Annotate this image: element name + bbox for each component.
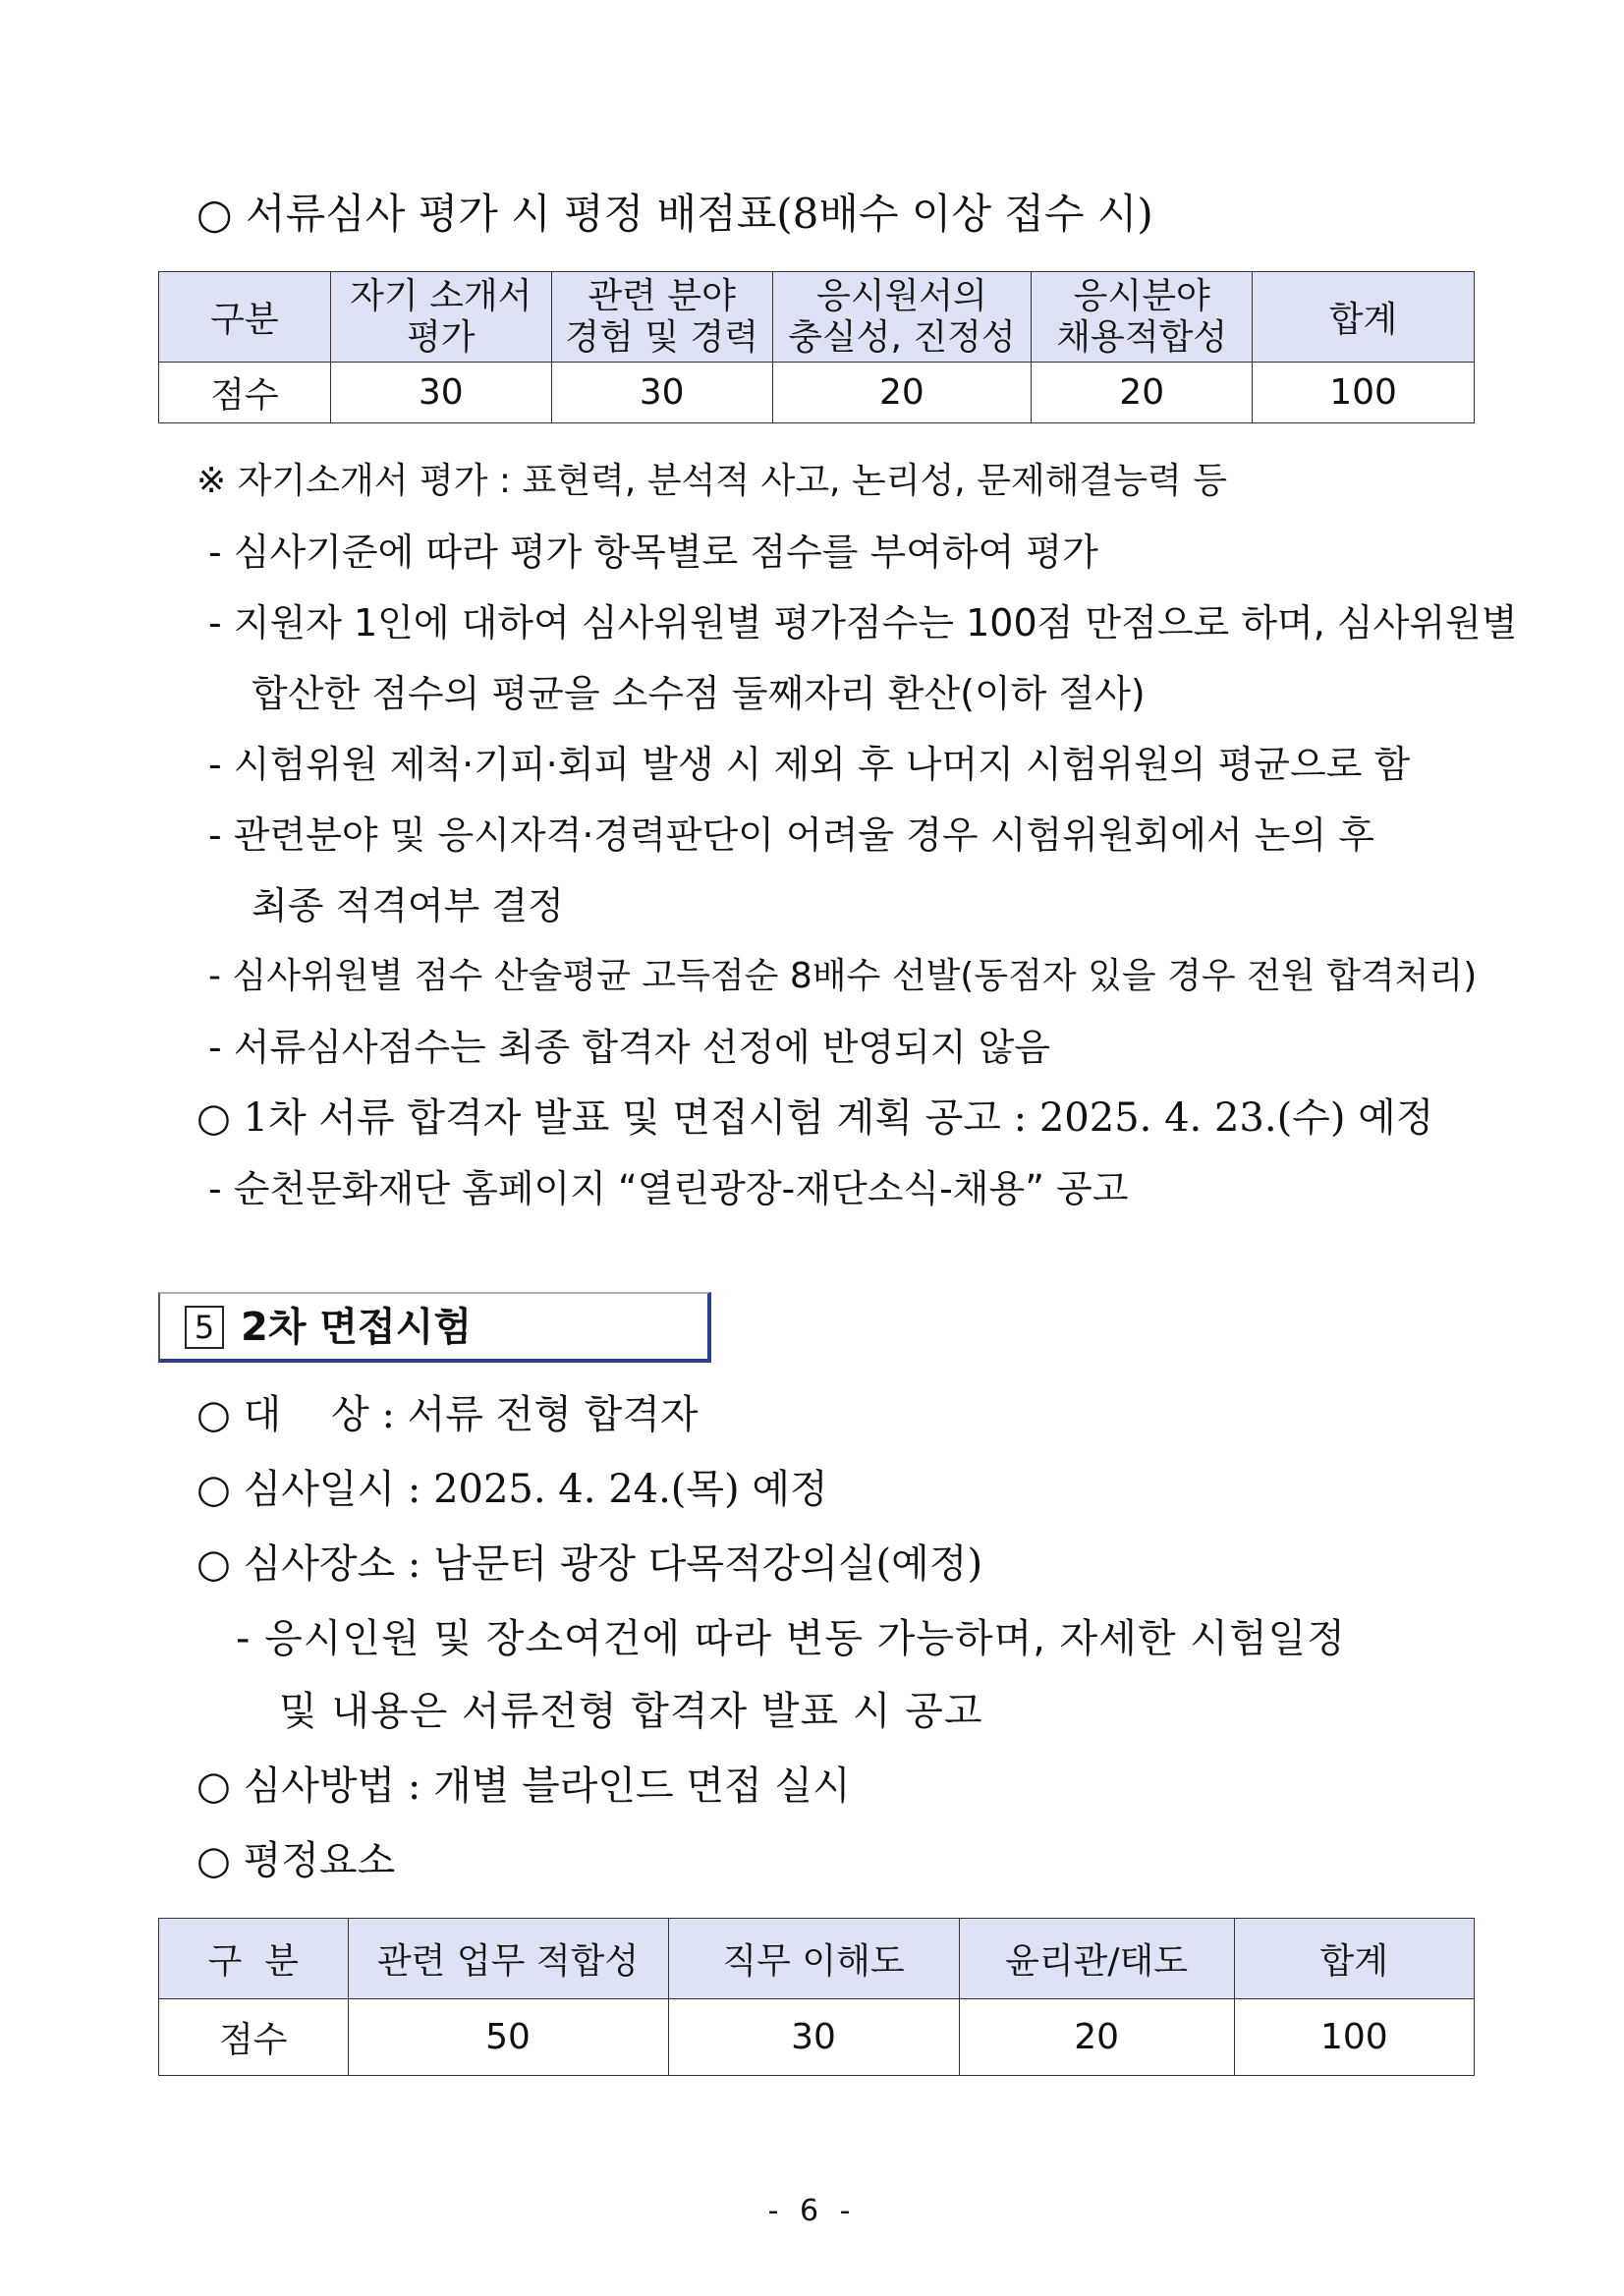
interview-score-table: [158, 1918, 1475, 2076]
section-header-interview: [158, 1292, 711, 1363]
list-item: - 응시인원 및 장소여건에 따라 변동 가능하며, 자세한 시험일정: [236, 1616, 1346, 1661]
list-item: - 심사위원별 점수 산술평균 고득점순 8배수 선발(동점자 있을 경우 전원 합격처리): [208, 956, 1478, 996]
table-header-cell: 관련 업무 적합성: [348, 1919, 668, 1999]
table-header-cell: 윤리관/태도: [959, 1919, 1234, 1999]
table-cell: 20: [1032, 363, 1253, 423]
list-item: - 지원자 1인에 대하여 심사위원별 평가점수는 100점 만점으로 하며, 심사위원별: [208, 601, 1518, 644]
page-number: - 6 -: [767, 2194, 857, 2228]
table-header-cell: 구분: [159, 272, 331, 363]
table-header-cell: 구 분: [159, 1919, 349, 1999]
list-item: ○ 심사방법 : 개별 블라인드 면접 실시: [196, 1764, 851, 1809]
table-cell: 100: [1234, 1999, 1474, 2076]
table-cell: 30: [668, 1999, 959, 2076]
table-cell: 100: [1253, 363, 1475, 423]
table-header-cell: 응시분야 채용적합성: [1032, 272, 1253, 363]
table-header-cell: 관련 분야 경험 및 경력: [551, 272, 772, 363]
list-item: 및 내용은 서류전형 합격자 발표 시 공고: [279, 1689, 983, 1734]
table-header-cell: 합계: [1234, 1919, 1474, 1999]
document-review-score-table: [158, 271, 1475, 423]
list-item: - 시험위원 제척·기피·회피 발생 시 제외 후 나머지 시험위원의 평균으로 함: [208, 743, 1411, 786]
list-item: - 심사기준에 따라 평가 항목별로 점수를 부여하여 평가: [208, 531, 1098, 574]
table-header-cell: 응시원서의 충실성, 진정성: [772, 272, 1032, 363]
table-cell: 30: [551, 363, 772, 423]
table-cell: 50: [348, 1999, 668, 2076]
table-cell: 30: [330, 363, 551, 423]
section-heading-document-review: ○ 서류심사 평가 시 평정 배점표(8배수 이상 접수 시): [196, 190, 1153, 238]
list-item: ○ 심사장소 : 남문터 광장 다목적강의실(예정): [196, 1541, 983, 1587]
list-item: - 관련분야 및 응시자격·경력판단이 어려울 경우 시험위원회에서 논의 후: [208, 813, 1374, 857]
table-row-label: 점수: [159, 363, 331, 423]
list-item: - 서류심사점수는 최종 합격자 선정에 반영되지 않음: [208, 1026, 1051, 1069]
section-number: 5: [185, 1306, 224, 1349]
list-item: 합산한 점수의 평균을 소수점 둘째자리 환산(이하 절사): [252, 672, 1146, 715]
table-cell: 20: [959, 1999, 1234, 2076]
announcement-line: ○ 1차 서류 합격자 발표 및 면접시험 계획 공고 : 2025. 4. 23.(수) 예정: [196, 1095, 1434, 1141]
table-header-cell: 자기 소개서 평가: [330, 272, 551, 363]
announcement-sub: - 순천문화재단 홈페이지 “열린광장-재단소식-채용” 공고: [208, 1167, 1129, 1210]
table-header-cell: 직무 이해도: [668, 1919, 959, 1999]
list-item: ○ 심사일시 : 2025. 4. 24.(목) 예정: [196, 1467, 828, 1512]
list-item: ○ 평정요소: [196, 1838, 396, 1883]
list-item: ○ 대 상 : 서류 전형 합격자: [196, 1392, 699, 1437]
table-header-cell: 합계: [1253, 272, 1475, 363]
table-row-label: 점수: [159, 1999, 349, 2076]
self-intro-note: ※ 자기소개서 평가 : 표현력, 분석적 사고, 논리성, 문제해결능력 등: [196, 461, 1228, 501]
section-title: 2차 면접시험: [241, 1305, 472, 1350]
table-cell: 20: [772, 363, 1032, 423]
list-item: 최종 적격여부 결정: [252, 884, 564, 927]
